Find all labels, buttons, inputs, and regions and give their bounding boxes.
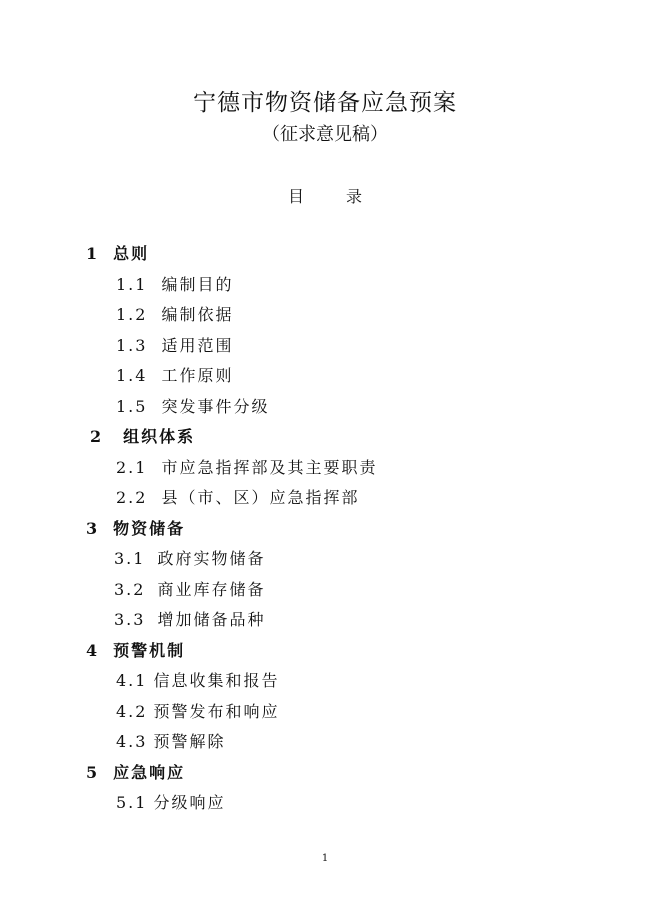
toc-number: 1 — [86, 244, 100, 263]
toc-title: 适用范围 — [161, 336, 234, 355]
document-subtitle: （征求意见稿） — [262, 124, 388, 145]
toc-section — [116, 336, 233, 356]
toc-title: 增加储备品种 — [157, 610, 266, 629]
toc-number: 4.1 — [116, 671, 148, 690]
toc-number: 3 — [86, 519, 100, 538]
toc-number: 5.1 — [116, 793, 148, 812]
toc-number: 1.4 — [116, 366, 148, 385]
toc-number: 1.5 — [116, 397, 148, 416]
toc-number: 3.1 — [114, 549, 146, 568]
toc-section — [114, 580, 265, 600]
toc-title: 预警机制 — [113, 641, 186, 660]
toc-section — [116, 305, 233, 325]
toc-title: 县（市、区）应急指挥部 — [161, 488, 360, 507]
toc-number: 4 — [86, 641, 100, 660]
toc-section — [116, 793, 225, 813]
toc-title: 预警发布和响应 — [153, 702, 280, 721]
toc-number: 1.3 — [116, 336, 148, 355]
toc-section — [116, 671, 279, 691]
toc-number: 4.3 — [116, 732, 148, 751]
page-number: 1 — [321, 853, 329, 864]
toc-title: 分级响应 — [153, 793, 226, 812]
toc-chapter — [90, 427, 195, 447]
toc-title: 编制依据 — [161, 305, 234, 324]
toc-section — [114, 610, 265, 630]
toc-title: 组织体系 — [123, 427, 196, 446]
toc-title: 总则 — [113, 244, 150, 263]
toc-section — [116, 275, 233, 295]
toc-title: 突发事件分级 — [161, 397, 270, 416]
toc-section — [116, 397, 269, 417]
toc-number: 3.2 — [114, 580, 146, 599]
toc-number: 2 — [90, 427, 104, 446]
toc-section — [114, 549, 265, 569]
toc-title: 商业库存储备 — [157, 580, 266, 599]
toc-chapter — [86, 519, 185, 539]
toc-number: 1.1 — [116, 275, 148, 294]
toc-heading: 目录 — [287, 187, 404, 206]
toc-section — [116, 488, 359, 508]
toc-number: 5 — [86, 763, 100, 782]
toc-title: 物资储备 — [113, 519, 186, 538]
toc-section — [116, 458, 377, 478]
toc-chapter — [86, 244, 149, 264]
toc-number: 2.2 — [116, 488, 148, 507]
toc-title: 应急响应 — [113, 763, 186, 782]
toc-title: 工作原则 — [161, 366, 234, 385]
toc-section — [116, 366, 233, 386]
toc-title: 信息收集和报告 — [153, 671, 280, 690]
toc-title: 预警解除 — [153, 732, 226, 751]
toc-title: 政府实物储备 — [157, 549, 266, 568]
toc-section — [116, 732, 225, 752]
toc-number: 2.1 — [116, 458, 148, 477]
toc-section — [116, 702, 279, 722]
toc-chapter — [86, 641, 185, 661]
toc-chapter — [86, 763, 185, 783]
toc-title: 市应急指挥部及其主要职责 — [161, 458, 378, 477]
toc-number: 4.2 — [116, 702, 148, 721]
document-title: 宁德市物资储备应急预案 — [193, 90, 457, 116]
toc-number: 3.3 — [114, 610, 146, 629]
toc-title: 编制目的 — [161, 275, 234, 294]
toc-number: 1.2 — [116, 305, 148, 324]
